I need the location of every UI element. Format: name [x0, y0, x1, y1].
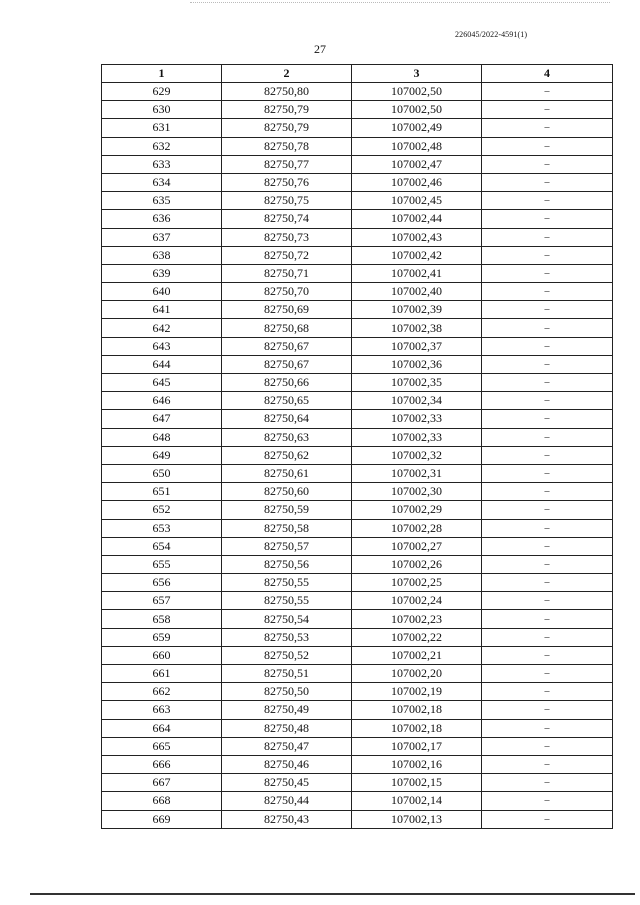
- y-coordinate-cell: 107002,33: [352, 428, 482, 446]
- table-row: [102, 83, 613, 101]
- x-coordinate-cell: 82750,58: [222, 519, 352, 537]
- point-number-cell: 636: [102, 210, 222, 228]
- table-row: [102, 283, 613, 301]
- y-coordinate-cell: 107002,49: [352, 119, 482, 137]
- x-coordinate-cell: 82750,44: [222, 792, 352, 810]
- table-row: [102, 719, 613, 737]
- note-cell: –: [482, 628, 613, 646]
- point-number-cell: 667: [102, 774, 222, 792]
- note-cell: –: [482, 610, 613, 628]
- table-row: [102, 519, 613, 537]
- note-cell: –: [482, 737, 613, 755]
- table-row: [102, 155, 613, 173]
- note-cell: –: [482, 101, 613, 119]
- y-coordinate-cell: 107002,22: [352, 628, 482, 646]
- point-number-cell: 655: [102, 555, 222, 573]
- table-header-row: [102, 65, 613, 83]
- x-coordinate-cell: 82750,79: [222, 119, 352, 137]
- x-coordinate-cell: 82750,55: [222, 592, 352, 610]
- point-number-cell: 665: [102, 737, 222, 755]
- table-row: [102, 228, 613, 246]
- x-coordinate-cell: 82750,47: [222, 737, 352, 755]
- note-cell: –: [482, 283, 613, 301]
- note-cell: –: [482, 792, 613, 810]
- x-coordinate-cell: 82750,55: [222, 574, 352, 592]
- x-coordinate-cell: 82750,50: [222, 683, 352, 701]
- x-coordinate-cell: 82750,72: [222, 246, 352, 264]
- note-cell: –: [482, 774, 613, 792]
- x-coordinate-cell: 82750,60: [222, 483, 352, 501]
- y-coordinate-cell: 107002,41: [352, 264, 482, 282]
- y-coordinate-cell: 107002,26: [352, 555, 482, 573]
- y-coordinate-cell: 107002,17: [352, 737, 482, 755]
- y-coordinate-cell: 107002,23: [352, 610, 482, 628]
- point-number-cell: 668: [102, 792, 222, 810]
- table-row: [102, 101, 613, 119]
- y-coordinate-cell: 107002,50: [352, 101, 482, 119]
- note-cell: –: [482, 574, 613, 592]
- table-row: [102, 301, 613, 319]
- y-coordinate-cell: 107002,18: [352, 701, 482, 719]
- y-coordinate-cell: 107002,29: [352, 501, 482, 519]
- y-coordinate-cell: 107002,47: [352, 155, 482, 173]
- point-number-cell: 658: [102, 610, 222, 628]
- note-cell: –: [482, 228, 613, 246]
- table-row: [102, 337, 613, 355]
- note-cell: –: [482, 683, 613, 701]
- point-number-cell: 659: [102, 628, 222, 646]
- point-number-cell: 640: [102, 283, 222, 301]
- table-row: [102, 355, 613, 373]
- table-row: [102, 464, 613, 482]
- table-row: [102, 119, 613, 137]
- point-number-cell: 669: [102, 810, 222, 828]
- point-number-cell: 630: [102, 101, 222, 119]
- coordinates-table: [101, 64, 613, 829]
- y-coordinate-cell: 107002,40: [352, 283, 482, 301]
- table-row: [102, 374, 613, 392]
- note-cell: –: [482, 246, 613, 264]
- y-coordinate-cell: 107002,46: [352, 173, 482, 191]
- table-row: [102, 137, 613, 155]
- point-number-cell: 637: [102, 228, 222, 246]
- point-number-cell: 645: [102, 374, 222, 392]
- note-cell: –: [482, 410, 613, 428]
- y-coordinate-cell: 107002,20: [352, 665, 482, 683]
- note-cell: –: [482, 355, 613, 373]
- y-coordinate-cell: 107002,39: [352, 301, 482, 319]
- point-number-cell: 648: [102, 428, 222, 446]
- note-cell: –: [482, 537, 613, 555]
- y-coordinate-cell: 107002,28: [352, 519, 482, 537]
- note-cell: –: [482, 665, 613, 683]
- point-number-cell: 634: [102, 173, 222, 191]
- x-coordinate-cell: 82750,68: [222, 319, 352, 337]
- note-cell: –: [482, 119, 613, 137]
- table-row: [102, 555, 613, 573]
- point-number-cell: 631: [102, 119, 222, 137]
- x-coordinate-cell: 82750,80: [222, 83, 352, 101]
- y-coordinate-cell: 107002,33: [352, 410, 482, 428]
- point-number-cell: 666: [102, 755, 222, 773]
- table-row: [102, 428, 613, 446]
- y-coordinate-cell: 107002,30: [352, 483, 482, 501]
- note-cell: –: [482, 337, 613, 355]
- y-coordinate-cell: 107002,21: [352, 646, 482, 664]
- point-number-cell: 656: [102, 574, 222, 592]
- point-number-cell: 657: [102, 592, 222, 610]
- x-coordinate-cell: 82750,63: [222, 428, 352, 446]
- y-coordinate-cell: 107002,37: [352, 337, 482, 355]
- note-cell: –: [482, 483, 613, 501]
- note-cell: –: [482, 264, 613, 282]
- note-cell: –: [482, 755, 613, 773]
- point-number-cell: 651: [102, 483, 222, 501]
- point-number-cell: 650: [102, 464, 222, 482]
- x-coordinate-cell: 82750,76: [222, 173, 352, 191]
- y-coordinate-cell: 107002,18: [352, 719, 482, 737]
- table-row: [102, 173, 613, 191]
- column-header: 3: [352, 65, 482, 83]
- y-coordinate-cell: 107002,50: [352, 83, 482, 101]
- x-coordinate-cell: 82750,70: [222, 283, 352, 301]
- x-coordinate-cell: 82750,61: [222, 464, 352, 482]
- x-coordinate-cell: 82750,79: [222, 101, 352, 119]
- x-coordinate-cell: 82750,54: [222, 610, 352, 628]
- point-number-cell: 635: [102, 192, 222, 210]
- x-coordinate-cell: 82750,51: [222, 665, 352, 683]
- table-row: [102, 646, 613, 664]
- table-row: [102, 319, 613, 337]
- table-row: [102, 574, 613, 592]
- x-coordinate-cell: 82750,59: [222, 501, 352, 519]
- table-row: [102, 737, 613, 755]
- note-cell: –: [482, 555, 613, 573]
- point-number-cell: 643: [102, 337, 222, 355]
- y-coordinate-cell: 107002,27: [352, 537, 482, 555]
- x-coordinate-cell: 82750,64: [222, 410, 352, 428]
- table-row: [102, 810, 613, 828]
- y-coordinate-cell: 107002,19: [352, 683, 482, 701]
- point-number-cell: 639: [102, 264, 222, 282]
- point-number-cell: 649: [102, 446, 222, 464]
- y-coordinate-cell: 107002,44: [352, 210, 482, 228]
- table-body: [102, 83, 613, 829]
- note-cell: –: [482, 173, 613, 191]
- page-bottom-rule: [30, 893, 635, 895]
- table-row: [102, 592, 613, 610]
- y-coordinate-cell: 107002,25: [352, 574, 482, 592]
- point-number-cell: 632: [102, 137, 222, 155]
- point-number-cell: 641: [102, 301, 222, 319]
- point-number-cell: 638: [102, 246, 222, 264]
- table-row: [102, 192, 613, 210]
- x-coordinate-cell: 82750,52: [222, 646, 352, 664]
- table-row: [102, 792, 613, 810]
- table-row: [102, 701, 613, 719]
- table-row: [102, 446, 613, 464]
- y-coordinate-cell: 107002,48: [352, 137, 482, 155]
- x-coordinate-cell: 82750,71: [222, 264, 352, 282]
- column-header: 4: [482, 65, 613, 83]
- note-cell: –: [482, 464, 613, 482]
- point-number-cell: 654: [102, 537, 222, 555]
- y-coordinate-cell: 107002,45: [352, 192, 482, 210]
- note-cell: –: [482, 810, 613, 828]
- note-cell: –: [482, 392, 613, 410]
- note-cell: –: [482, 719, 613, 737]
- point-number-cell: 629: [102, 83, 222, 101]
- y-coordinate-cell: 107002,36: [352, 355, 482, 373]
- y-coordinate-cell: 107002,16: [352, 755, 482, 773]
- x-coordinate-cell: 82750,74: [222, 210, 352, 228]
- document-number: 226045/2022-4591(1): [455, 30, 528, 39]
- note-cell: –: [482, 519, 613, 537]
- table-row: [102, 537, 613, 555]
- table-row: [102, 410, 613, 428]
- y-coordinate-cell: 107002,42: [352, 246, 482, 264]
- page-number: 27: [314, 42, 326, 56]
- y-coordinate-cell: 107002,14: [352, 792, 482, 810]
- x-coordinate-cell: 82750,78: [222, 137, 352, 155]
- note-cell: –: [482, 210, 613, 228]
- point-number-cell: 633: [102, 155, 222, 173]
- table-row: [102, 683, 613, 701]
- note-cell: –: [482, 83, 613, 101]
- table-row: [102, 210, 613, 228]
- y-coordinate-cell: 107002,34: [352, 392, 482, 410]
- y-coordinate-cell: 107002,32: [352, 446, 482, 464]
- y-coordinate-cell: 107002,38: [352, 319, 482, 337]
- table-row: [102, 392, 613, 410]
- y-coordinate-cell: 107002,31: [352, 464, 482, 482]
- table-row: [102, 246, 613, 264]
- point-number-cell: 652: [102, 501, 222, 519]
- point-number-cell: 647: [102, 410, 222, 428]
- table-row: [102, 264, 613, 282]
- note-cell: –: [482, 592, 613, 610]
- point-number-cell: 663: [102, 701, 222, 719]
- x-coordinate-cell: 82750,43: [222, 810, 352, 828]
- y-coordinate-cell: 107002,35: [352, 374, 482, 392]
- note-cell: –: [482, 137, 613, 155]
- x-coordinate-cell: 82750,62: [222, 446, 352, 464]
- x-coordinate-cell: 82750,65: [222, 392, 352, 410]
- x-coordinate-cell: 82750,48: [222, 719, 352, 737]
- x-coordinate-cell: 82750,73: [222, 228, 352, 246]
- x-coordinate-cell: 82750,49: [222, 701, 352, 719]
- column-header: 1: [102, 65, 222, 83]
- note-cell: –: [482, 446, 613, 464]
- y-coordinate-cell: 107002,24: [352, 592, 482, 610]
- point-number-cell: 646: [102, 392, 222, 410]
- note-cell: –: [482, 501, 613, 519]
- table-row: [102, 665, 613, 683]
- point-number-cell: 664: [102, 719, 222, 737]
- x-coordinate-cell: 82750,45: [222, 774, 352, 792]
- y-coordinate-cell: 107002,13: [352, 810, 482, 828]
- point-number-cell: 644: [102, 355, 222, 373]
- table-row: [102, 755, 613, 773]
- column-header: 2: [222, 65, 352, 83]
- y-coordinate-cell: 107002,15: [352, 774, 482, 792]
- point-number-cell: 660: [102, 646, 222, 664]
- x-coordinate-cell: 82750,67: [222, 337, 352, 355]
- table-row: [102, 501, 613, 519]
- x-coordinate-cell: 82750,66: [222, 374, 352, 392]
- point-number-cell: 653: [102, 519, 222, 537]
- note-cell: –: [482, 701, 613, 719]
- point-number-cell: 661: [102, 665, 222, 683]
- table-row: [102, 483, 613, 501]
- note-cell: –: [482, 192, 613, 210]
- note-cell: –: [482, 319, 613, 337]
- x-coordinate-cell: 82750,75: [222, 192, 352, 210]
- x-coordinate-cell: 82750,46: [222, 755, 352, 773]
- table-row: [102, 628, 613, 646]
- scan-edge-artifact: [190, 2, 610, 4]
- x-coordinate-cell: 82750,77: [222, 155, 352, 173]
- point-number-cell: 662: [102, 683, 222, 701]
- note-cell: –: [482, 646, 613, 664]
- x-coordinate-cell: 82750,57: [222, 537, 352, 555]
- x-coordinate-cell: 82750,53: [222, 628, 352, 646]
- note-cell: –: [482, 301, 613, 319]
- y-coordinate-cell: 107002,43: [352, 228, 482, 246]
- x-coordinate-cell: 82750,56: [222, 555, 352, 573]
- note-cell: –: [482, 374, 613, 392]
- note-cell: –: [482, 155, 613, 173]
- x-coordinate-cell: 82750,67: [222, 355, 352, 373]
- x-coordinate-cell: 82750,69: [222, 301, 352, 319]
- note-cell: –: [482, 428, 613, 446]
- point-number-cell: 642: [102, 319, 222, 337]
- table-row: [102, 774, 613, 792]
- table-row: [102, 610, 613, 628]
